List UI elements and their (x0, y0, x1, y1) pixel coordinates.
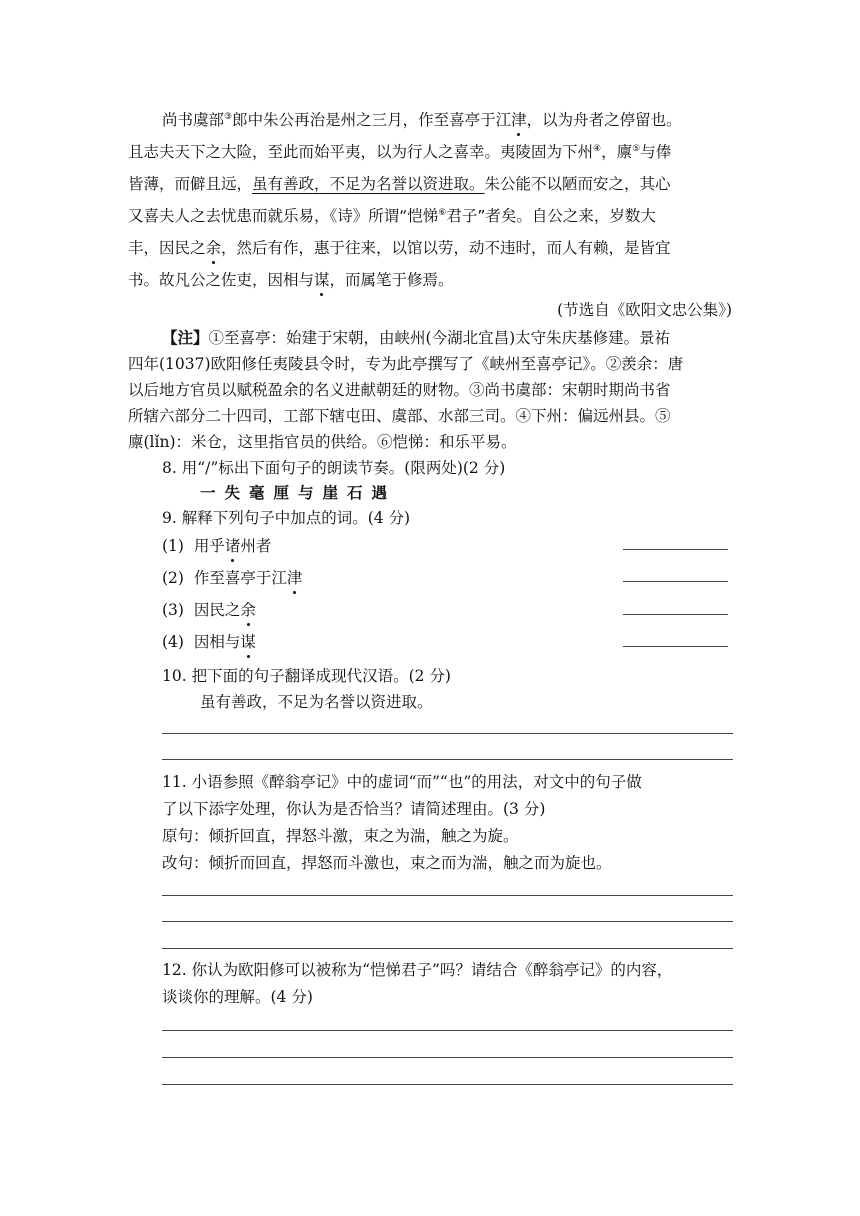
q8-sentence: 一失毫厘与崖石遇 (200, 484, 397, 502)
notes-line-5: 廪(lǐn)：米仓，这里指官员的供给。⑥恺悌：和乐平易。 (128, 433, 517, 451)
dotted-char: 津 (511, 108, 527, 130)
q11-answer-line-1[interactable] (162, 895, 733, 896)
notes-label: 【注】 (162, 328, 209, 347)
q9-item-1: (1) 用乎诸州者 (162, 534, 271, 556)
q9-item-2: (2) 作至喜亭于江津 (162, 566, 302, 588)
q11-answer-line-2[interactable] (162, 921, 733, 922)
dotted-char: 余 (240, 598, 256, 620)
q12-answer-line-2[interactable] (162, 1057, 733, 1058)
passage-line-2: 且志夫天下之大险，至此而始平夷，以为行人之喜幸。夷陵固为下州④，廪⑤与俸 (128, 143, 672, 161)
passage-line-6: 书。故凡公之佐吏，因相与谋，而属笔于修焉。 (128, 268, 454, 290)
q12-answer-line-3[interactable] (162, 1084, 733, 1085)
q10-stem: 10. 把下面的句子翻译成现代汉语。(2 分) (162, 667, 451, 685)
q9-answer-blank-4[interactable] (623, 646, 728, 647)
notes-line-2: 四年(1037)欧阳修任夷陵县令时，专为此亭撰写了《峡州至喜亭记》。②羡余：唐 (128, 355, 684, 373)
q11-modified: 改句：倾折而回直，捍怒而斗激也，束之而为湍，触之而为旋也。 (162, 854, 612, 872)
q9-item-3: (3) 因民之余 (162, 598, 256, 620)
passage-line-5: 丰，因民之余，然后有作，惠于往来，以馆以劳，动不违时，而人有赖，是皆宜 (128, 236, 671, 258)
dotted-char: 余 (206, 236, 222, 258)
underlined-sentence: 虽有善政，不足为名誉以资进取。 (252, 175, 485, 193)
q10-answer-line-1[interactable] (162, 733, 733, 734)
passage-source: (节选自《欧阳文忠公集》) (557, 301, 732, 319)
q11-answer-line-3[interactable] (162, 948, 733, 949)
dotted-char: 谋 (240, 630, 256, 652)
q12-stem-line-1: 12. 你认为欧阳修可以被称为“恺悌君子”吗？请结合《醉翁亭记》的内容， (162, 961, 673, 979)
q12-answer-line-1[interactable] (162, 1030, 733, 1031)
dotted-char: 诸 (225, 534, 241, 556)
q11-stem-line-1: 11. 小语参照《醉翁亭记》中的虚词“而”“也”的用法，对文中的句子做 (162, 773, 642, 791)
q8-stem: 8. 用“/”标出下面句子的朗读节奏。(限两处)(2 分) (162, 459, 506, 477)
passage-line-3: 皆薄，而僻且远，虽有善政，不足为名誉以资进取。朱公能不以陋而安之，其心 (128, 175, 671, 193)
q9-item-4: (4) 因相与谋 (162, 630, 256, 652)
dotted-char: 谋 (314, 268, 330, 290)
q9-answer-blank-3[interactable] (623, 614, 728, 615)
q12-stem-line-2: 谈谈你的理解。(4 分) (162, 988, 313, 1006)
q10-sentence: 虽有善政，不足为名誉以资进取。 (200, 693, 433, 711)
q11-stem-line-2: 了以下添字处理，你认为是否恰当？请简述理由。(3 分) (162, 800, 546, 818)
q9-answer-blank-2[interactable] (623, 581, 728, 582)
passage-line-1: 尚书虞部③郎中朱公再治是州之三月，作至喜亭于江津，以为舟者之停留也。 (162, 108, 682, 130)
q10-answer-line-2[interactable] (162, 759, 733, 760)
notes-line-4: 所辖六部分二十四司，工部下辖屯田、虞部、水部三司。④下州：偏远州县。⑤ (128, 407, 671, 425)
q9-stem: 9. 解释下列句子中加点的词。(4 分) (162, 509, 411, 527)
q11-original: 原句：倾折回直，捍怒斗激，束之为湍，触之为旋。 (162, 827, 519, 845)
notes-line-3: 以后地方官员以赋税盈余的名义进献朝廷的财物。③尚书虞部：宋朝时期尚书省 (128, 381, 671, 399)
passage-line-4: 又喜夫人之去忧患而就乐易，《诗》所谓“恺悌⑥君子”者矣。自公之来，岁数大 (128, 207, 656, 225)
q9-answer-blank-1[interactable] (623, 549, 728, 550)
dotted-char: 津 (287, 566, 303, 588)
notes-line-1: 【注】①至喜亭：始建于宋朝，由峡州(今湖北宜昌)太守朱庆基修建。景祐 (162, 328, 671, 347)
